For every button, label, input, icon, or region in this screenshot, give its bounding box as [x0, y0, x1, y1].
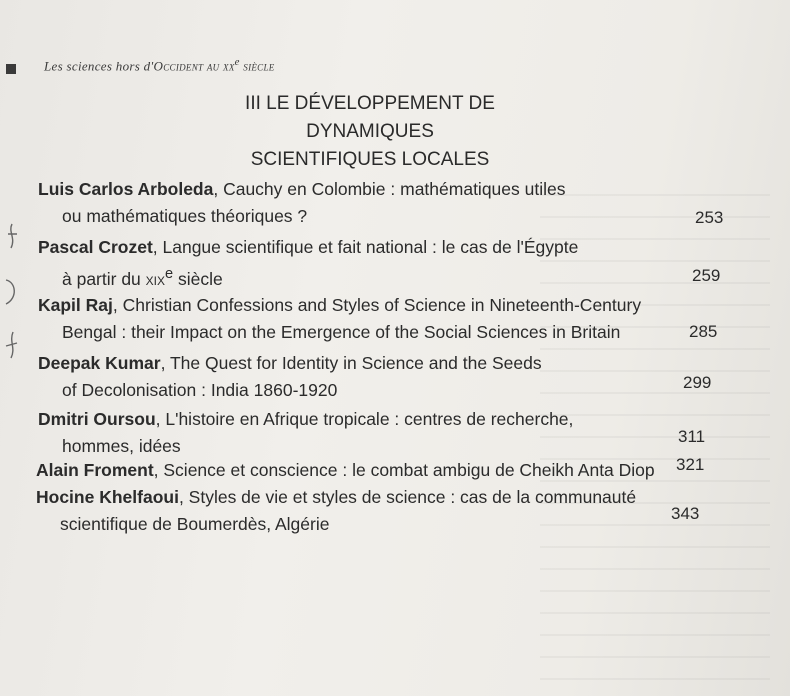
toc-entry — [38, 292, 641, 346]
entry-title: , Cauchy en Colombie : mathématiques utiles — [213, 179, 566, 199]
entry-page-number: 259 — [692, 266, 721, 285]
section-title-line1: III LE DÉVELOPPEMENT DE DYNAMIQUES — [245, 93, 495, 142]
section-title-line2: SCIENTIFIQUES LOCALES — [250, 149, 490, 170]
entry-title: , The Quest for Identity in Science and the Seeds — [160, 353, 542, 373]
section-title — [200, 90, 540, 174]
entry-century: xix — [145, 268, 165, 289]
running-head — [44, 56, 275, 74]
toc-entry — [36, 484, 636, 538]
entry-author: Dmitri Oursou — [38, 409, 156, 429]
entry-page-number: 299 — [683, 373, 712, 392]
entry-page-number: 285 — [689, 322, 718, 341]
toc-entry — [38, 406, 573, 460]
entry-title-cont: scientifique de Boumerdès, Algérie — [60, 514, 330, 534]
entry-title-cont: ou mathématiques théoriques ? — [62, 206, 308, 226]
running-head-text: Les sciences hors d' — [44, 58, 154, 74]
entry-title: , Styles de vie et styles de science : cas de la communauté — [178, 487, 637, 507]
running-head-sup: e — [234, 56, 240, 68]
entry-title-cont: à partir du — [62, 268, 146, 289]
entry-author: Luis Carlos Arboleda — [38, 179, 214, 199]
entry-title: , L'histoire en Afrique tropicale : centres de recherche, — [155, 409, 574, 429]
entry-title: , Science et conscience : le combat ambigu de Cheikh Anta Diop — [153, 460, 655, 480]
entry-author: Kapil Raj — [38, 295, 113, 315]
entry-page-number: 311 — [678, 427, 706, 446]
entry-author: Deepak Kumar — [38, 353, 161, 373]
entry-title: , Christian Confessions and Styles of Science in Nineteenth-Century — [112, 295, 642, 315]
entry-author: Pascal Crozet — [38, 237, 153, 257]
entry-author: Hocine Khelfaoui — [36, 487, 179, 507]
entry-page-number: 343 — [671, 504, 700, 523]
running-head-suffix: siècle — [239, 58, 275, 74]
entry-title-end: siècle — [173, 268, 223, 289]
toc-entry — [38, 350, 542, 404]
entry-page-number: 321 — [676, 455, 705, 474]
entry-title-cont: Bengal : their Impact on the Emergence of the Social Sciences in Britain — [62, 322, 621, 342]
toc-entry — [38, 234, 578, 293]
running-head-smallcaps: Occident au xx — [153, 58, 235, 74]
entry-title-cont: hommes, idées — [62, 436, 181, 456]
entry-author: Alain Froment — [36, 460, 154, 480]
toc-entry — [38, 176, 565, 230]
entry-title-cont: of Decolonisation : India 1860-1920 — [62, 380, 338, 400]
entry-page-number: 253 — [695, 208, 724, 227]
entry-title: , Langue scientifique et fait national : le cas de l'Égypte — [152, 237, 579, 257]
entry-century-sup: e — [165, 266, 174, 282]
toc-entry — [36, 457, 655, 484]
pencil-marks — [0, 220, 24, 370]
square-bullet-icon — [6, 64, 16, 74]
